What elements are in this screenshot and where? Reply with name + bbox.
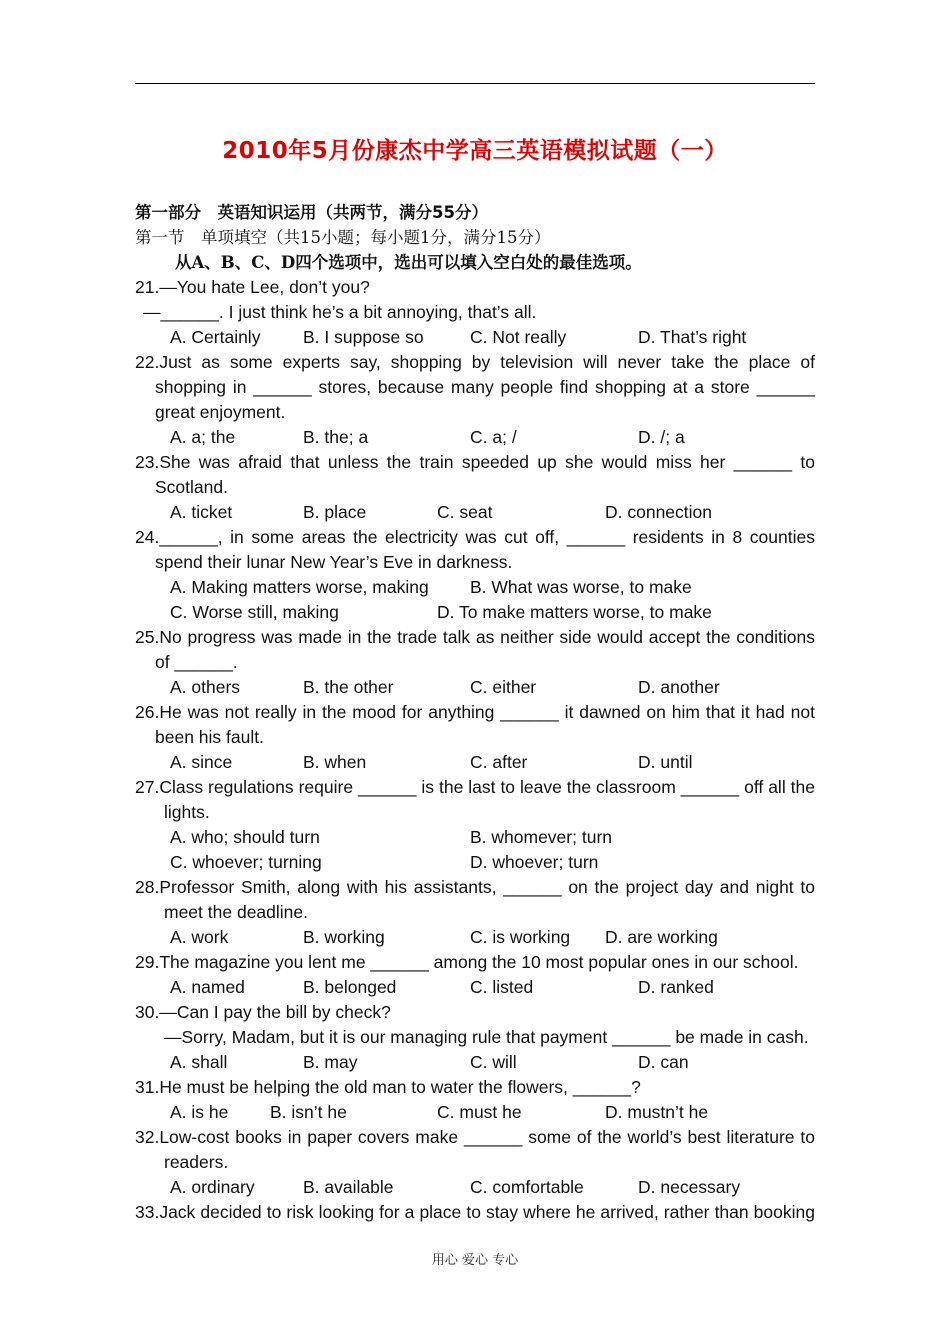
option-b[interactable]: B. place: [303, 502, 367, 522]
option-b[interactable]: B. I suppose so: [303, 327, 424, 347]
q23-stem-2: Scotland.: [155, 477, 228, 497]
q31-stem: 31.He must be helping the old man to water the flowers, ______?: [135, 1077, 641, 1097]
option-b[interactable]: B. the; a: [303, 427, 369, 447]
option-d[interactable]: D. /; a: [638, 427, 685, 447]
q30-stem: 30.—Can I pay the bill by check?: [135, 1002, 391, 1022]
option-d[interactable]: D. until: [638, 752, 693, 772]
q26-stem-2: been his fault.: [155, 727, 264, 747]
option-a[interactable]: A. shall: [170, 1052, 228, 1072]
q33-stem: 33.Jack decided to risk looking for a place to stay where he arrived, rather than booking: [135, 1202, 815, 1222]
q32-stem: 32.Low-cost books in paper covers make ______ some of the world’s best literature to: [135, 1127, 815, 1147]
option-a[interactable]: A. ordinary: [170, 1177, 255, 1197]
option-b[interactable]: B. when: [303, 752, 367, 772]
option-c[interactable]: C. after: [470, 752, 528, 772]
option-a[interactable]: A. is he: [170, 1102, 229, 1122]
q24-stem-2: spend their lunar New Year’s Eve in darkness.: [155, 552, 513, 572]
option-d[interactable]: D. can: [638, 1052, 689, 1072]
option-a[interactable]: A. named: [170, 977, 245, 997]
q22-stem: 22.Just as some experts say, shopping by television will never take the place of: [135, 352, 815, 372]
option-c[interactable]: C. seat: [437, 502, 493, 522]
option-a[interactable]: A. who; should turn: [170, 827, 320, 847]
page-title: 2010年5月份康杰中学高三英语模拟试题（一）: [222, 138, 728, 164]
part-heading: 第一部分 英语知识运用（共两节，满分55分）: [135, 203, 488, 222]
q25-stem-2: of ______.: [155, 652, 238, 672]
q29-stem: 29.The magazine you lent me ______ among the 10 most popular ones in our school.: [135, 952, 799, 972]
option-d[interactable]: D. ranked: [638, 977, 714, 997]
option-a[interactable]: A. Certainly: [170, 327, 261, 347]
q21-stem: 21.—You hate Lee, don’t you?: [135, 277, 370, 297]
option-c[interactable]: C. Not really: [470, 327, 567, 347]
option-a[interactable]: A. Making matters worse, making: [170, 577, 429, 597]
option-d[interactable]: D. necessary: [638, 1177, 741, 1197]
option-b[interactable]: B. isn’t he: [270, 1102, 347, 1122]
option-c[interactable]: C. is working: [470, 927, 571, 947]
option-b[interactable]: B. What was worse, to make: [470, 577, 692, 597]
q22-stem-2: shopping in ______ stores, because many people find shopping at a store ______: [155, 377, 815, 397]
option-d[interactable]: D. are working: [605, 927, 718, 947]
option-b[interactable]: B. belonged: [303, 977, 397, 997]
option-a[interactable]: A. a; the: [170, 427, 236, 447]
q27-stem: 27.Class regulations require ______ is the last to leave the classroom ______ off all the: [135, 777, 815, 797]
option-c[interactable]: C. whoever; turning: [170, 852, 322, 872]
option-d[interactable]: D. whoever; turn: [470, 852, 599, 872]
option-b[interactable]: B. available: [303, 1177, 394, 1197]
page-footer: 用心 爱心 专心: [431, 1253, 519, 1268]
q30-stem-2: —Sorry, Madam, but it is our managing rule that payment ______ be made in cash.: [164, 1027, 809, 1047]
option-c[interactable]: C. a; /: [470, 427, 517, 447]
q27-stem-2: lights.: [164, 802, 210, 822]
option-b[interactable]: B. the other: [303, 677, 394, 697]
q25-stem: 25.No progress was made in the trade talk as neither side would accept the conditions: [135, 627, 815, 647]
instruction: 从A、B、C、D四个选项中，选出可以填入空白处的最佳选项。: [175, 253, 642, 272]
option-d[interactable]: D. That’s right: [638, 327, 747, 347]
option-a[interactable]: A. since: [170, 752, 233, 772]
q28-stem-2: meet the deadline.: [164, 902, 308, 922]
option-d[interactable]: D. To make matters worse, to make: [437, 602, 712, 622]
option-d[interactable]: D. mustn’t he: [605, 1102, 709, 1122]
option-a[interactable]: A. ticket: [170, 502, 233, 522]
q21-stem-2: —______. I just think he’s a bit annoying, that’s all.: [143, 302, 537, 322]
option-c[interactable]: C. comfortable: [470, 1177, 584, 1197]
q28-stem: 28.Professor Smith, along with his assistants, ______ on the project day and night to: [135, 877, 815, 897]
q26-stem: 26.He was not really in the mood for anything ______ it dawned on him that it had not: [135, 702, 815, 722]
option-c[interactable]: C. Worse still, making: [170, 602, 339, 622]
option-b[interactable]: B. may: [303, 1052, 358, 1072]
option-c[interactable]: C. either: [470, 677, 537, 697]
option-c[interactable]: C. must he: [437, 1102, 522, 1122]
q24-stem: 24.______, in some areas the electricity was cut off, ______ residents in 8 counties: [135, 527, 815, 547]
header-rule: [135, 83, 815, 84]
option-c[interactable]: C. listed: [470, 977, 534, 997]
option-c[interactable]: C. will: [470, 1052, 517, 1072]
option-d[interactable]: D. connection: [605, 502, 713, 522]
q32-stem-2: readers.: [164, 1152, 229, 1172]
option-a[interactable]: A. work: [170, 927, 229, 947]
option-a[interactable]: A. others: [170, 677, 241, 697]
option-b[interactable]: B. whomever; turn: [470, 827, 612, 847]
q23-stem: 23.She was afraid that unless the train speeded up she would miss her ______ to: [135, 452, 815, 472]
q22-stem-3: great enjoyment.: [155, 402, 286, 422]
section-heading: 第一节 单项填空（共15小题；每小题1分，满分15分）: [135, 228, 551, 247]
option-b[interactable]: B. working: [303, 927, 385, 947]
option-d[interactable]: D. another: [638, 677, 720, 697]
